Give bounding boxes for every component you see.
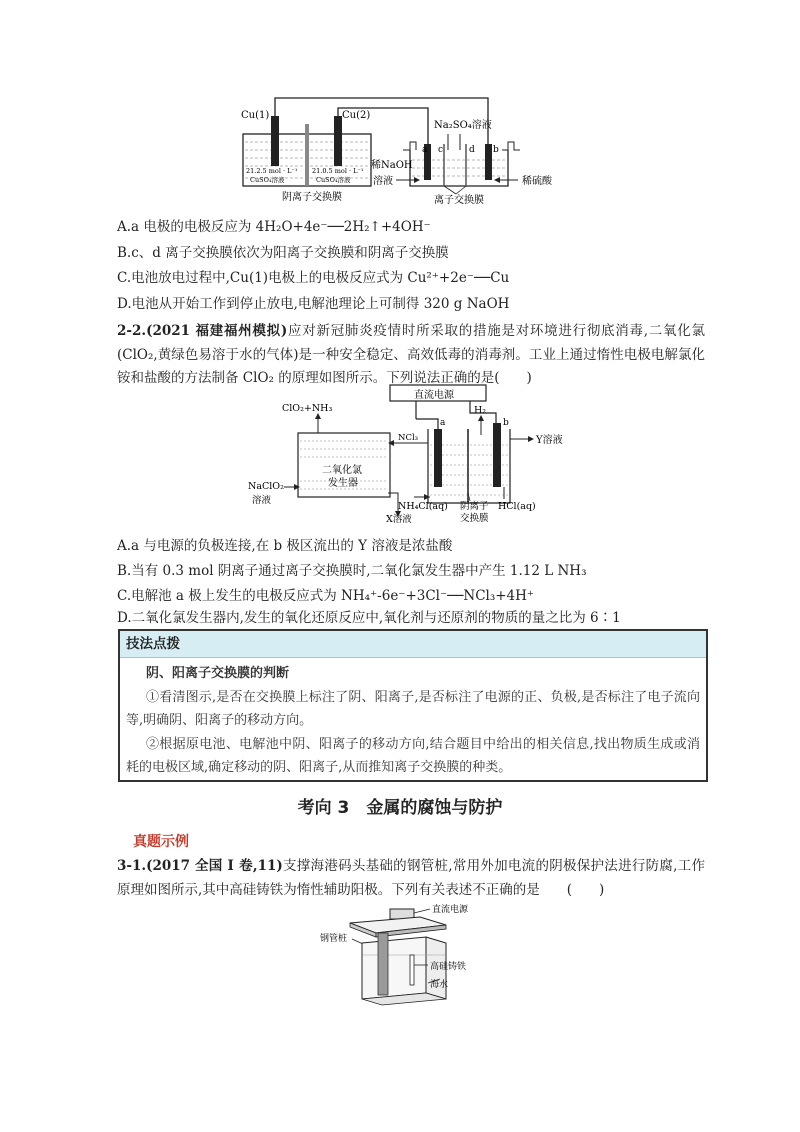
- svg-text:发生器: 发生器: [328, 478, 358, 489]
- q2-option-d: D.二氧化氯发生器内,发生的氧化还原反应中,氧化剂与还原剂的物质的量之比为 6∶1: [117, 610, 621, 626]
- electrode-b: [493, 423, 501, 487]
- cu2-label: Cu(2): [342, 110, 371, 121]
- clo2-nh3-label: ClO₂+NH₃: [282, 403, 333, 414]
- tips-paragraph-2: ②根据原电池、电解池中阴、阳离子的移动方向,结合题目中给出的相关信息,找出物质生成或消耗的电极区域,确定移动的阴、阳离子,从而推知离子交换膜的种类。: [126, 736, 700, 775]
- figure-cathodic-protection: [320, 903, 500, 1008]
- section-title: 考向 3 金属的腐蚀与防护: [297, 798, 503, 818]
- tips-title: 技法点拨: [120, 631, 706, 658]
- cu1-electrode: [271, 116, 279, 166]
- q3-stem: 3-1.(2017 全国 Ⅰ 卷,11)支撑海港码头基础的钢管桩,常用外加电流的阴极保护法进行防腐,工作原理如图所示,其中高硅铸铁为惰性辅助阳极。下列有关表述不正确的是 ( ): [117, 858, 705, 898]
- figure-battery-electrolysis: [238, 94, 568, 206]
- svg-text:HCl(aq): HCl(aq): [498, 501, 536, 512]
- svg-text:d: d: [469, 145, 475, 155]
- electrode-a: [434, 429, 442, 487]
- power-label: 直流电源: [432, 905, 469, 915]
- svg-text:溶液: 溶液: [373, 176, 393, 187]
- cu1-label: Cu(1): [241, 110, 270, 121]
- tips-box: [118, 629, 708, 782]
- pile-label: 钢管桩: [320, 934, 348, 944]
- q1-option-a: A.a 电极的电极反应为 4H₂O+4e⁻──2H₂↑+4OH⁻: [117, 219, 431, 235]
- svg-text:稀NaOH: 稀NaOH: [371, 160, 413, 171]
- anode-label: 高硅铸铁: [430, 962, 467, 972]
- svg-text:NCl₃: NCl₃: [398, 433, 419, 443]
- h2so4-label: 稀硫酸: [522, 176, 552, 187]
- svg-text:b: b: [503, 418, 509, 428]
- membrane-label-left: 阴离子交换膜: [282, 192, 342, 203]
- q2-option-a: A.a 与电源的负极连接,在 b 极区流出的 Y 溶液是浓盐酸: [117, 538, 453, 554]
- cu2-electrode: [334, 116, 342, 166]
- q1-option-d: D.电池从开始工作到停止放电,电解池理论上可制得 320 g NaOH: [117, 296, 510, 312]
- svg-text:b: b: [493, 145, 499, 155]
- svg-text:c: c: [438, 145, 444, 155]
- svg-text:a: a: [440, 418, 446, 428]
- q2-option-b: B.当有 0.3 mol 阴离子通过离子交换膜时,二氧化氯发生器中产生 1.12 L NH₃: [117, 563, 587, 579]
- anion-membrane: [305, 124, 309, 186]
- q1-option-b: B.c、d 离子交换膜依次为阳离子交换膜和阴离子交换膜: [117, 245, 449, 261]
- svg-text:NH₄Cl(aq): NH₄Cl(aq): [398, 501, 448, 512]
- q1-option-c: C.电池放电过程中,Cu(1)电极上的电极反应式为 Cu²⁺+2e⁻──Cu: [117, 270, 510, 286]
- example-label: 真题示例: [133, 834, 189, 850]
- svg-text:交换膜: 交换膜: [460, 513, 489, 523]
- seawater-label: 海水: [430, 980, 449, 990]
- membrane-label-right: 离子交换膜: [434, 195, 484, 206]
- power-label: 直流电源: [414, 390, 454, 401]
- tips-paragraph-1: ①看清图示,是否在交换膜上标注了阴、阳离子,是否标注了电源的正、负极,是否标注了电子流向等,明确阴、阳离子的移动方向。: [126, 689, 700, 728]
- svg-text:a: a: [422, 145, 428, 155]
- na2so4-label: Na₂SO₄溶液: [434, 120, 492, 131]
- electrode-b: [485, 144, 492, 180]
- tips-subtitle: 阴、阳离子交换膜的判断: [146, 666, 290, 681]
- y-solution-label: Y溶液: [536, 435, 563, 446]
- svg-text:21.0.5 mol · L⁻¹: 21.0.5 mol · L⁻¹: [312, 167, 364, 175]
- svg-text:二氧化氯: 二氧化氯: [322, 465, 362, 476]
- q2-option-c: C.电解池 a 极上发生的电极反应式为 NH₄⁺-6e⁻+3Cl⁻──NCl₃+4H⁺: [117, 588, 535, 604]
- x-solution-label: X溶液: [386, 514, 412, 523]
- svg-text:NaClO₂: NaClO₂: [248, 481, 284, 492]
- svg-text:21.2.5 mol · L⁻¹: 21.2.5 mol · L⁻¹: [246, 167, 298, 175]
- svg-text:H₂: H₂: [474, 405, 487, 416]
- figure-clo2-generator: [238, 383, 578, 523]
- q2-stem: 2-2.(2021 福建福州模拟)应对新冠肺炎疫情时所采取的措施是对环境进行彻底消毒,二氧化氯(ClO₂,黄绿色易溶于水的气体)是一种安全稳定、高效低毒的消毒剂。工业上通过惰性电极电解氯化铵和盐酸的方法制备 ClO₂ 的原理如图所示。下列说法正确的是( ): [117, 323, 705, 386]
- svg-text:CuSO₄溶液: CuSO₄溶液: [316, 176, 351, 184]
- svg-text:溶液: 溶液: [252, 495, 272, 506]
- svg-text:CuSO₄溶液: CuSO₄溶液: [250, 176, 285, 184]
- svg-text:阴离子: 阴离子: [460, 501, 489, 512]
